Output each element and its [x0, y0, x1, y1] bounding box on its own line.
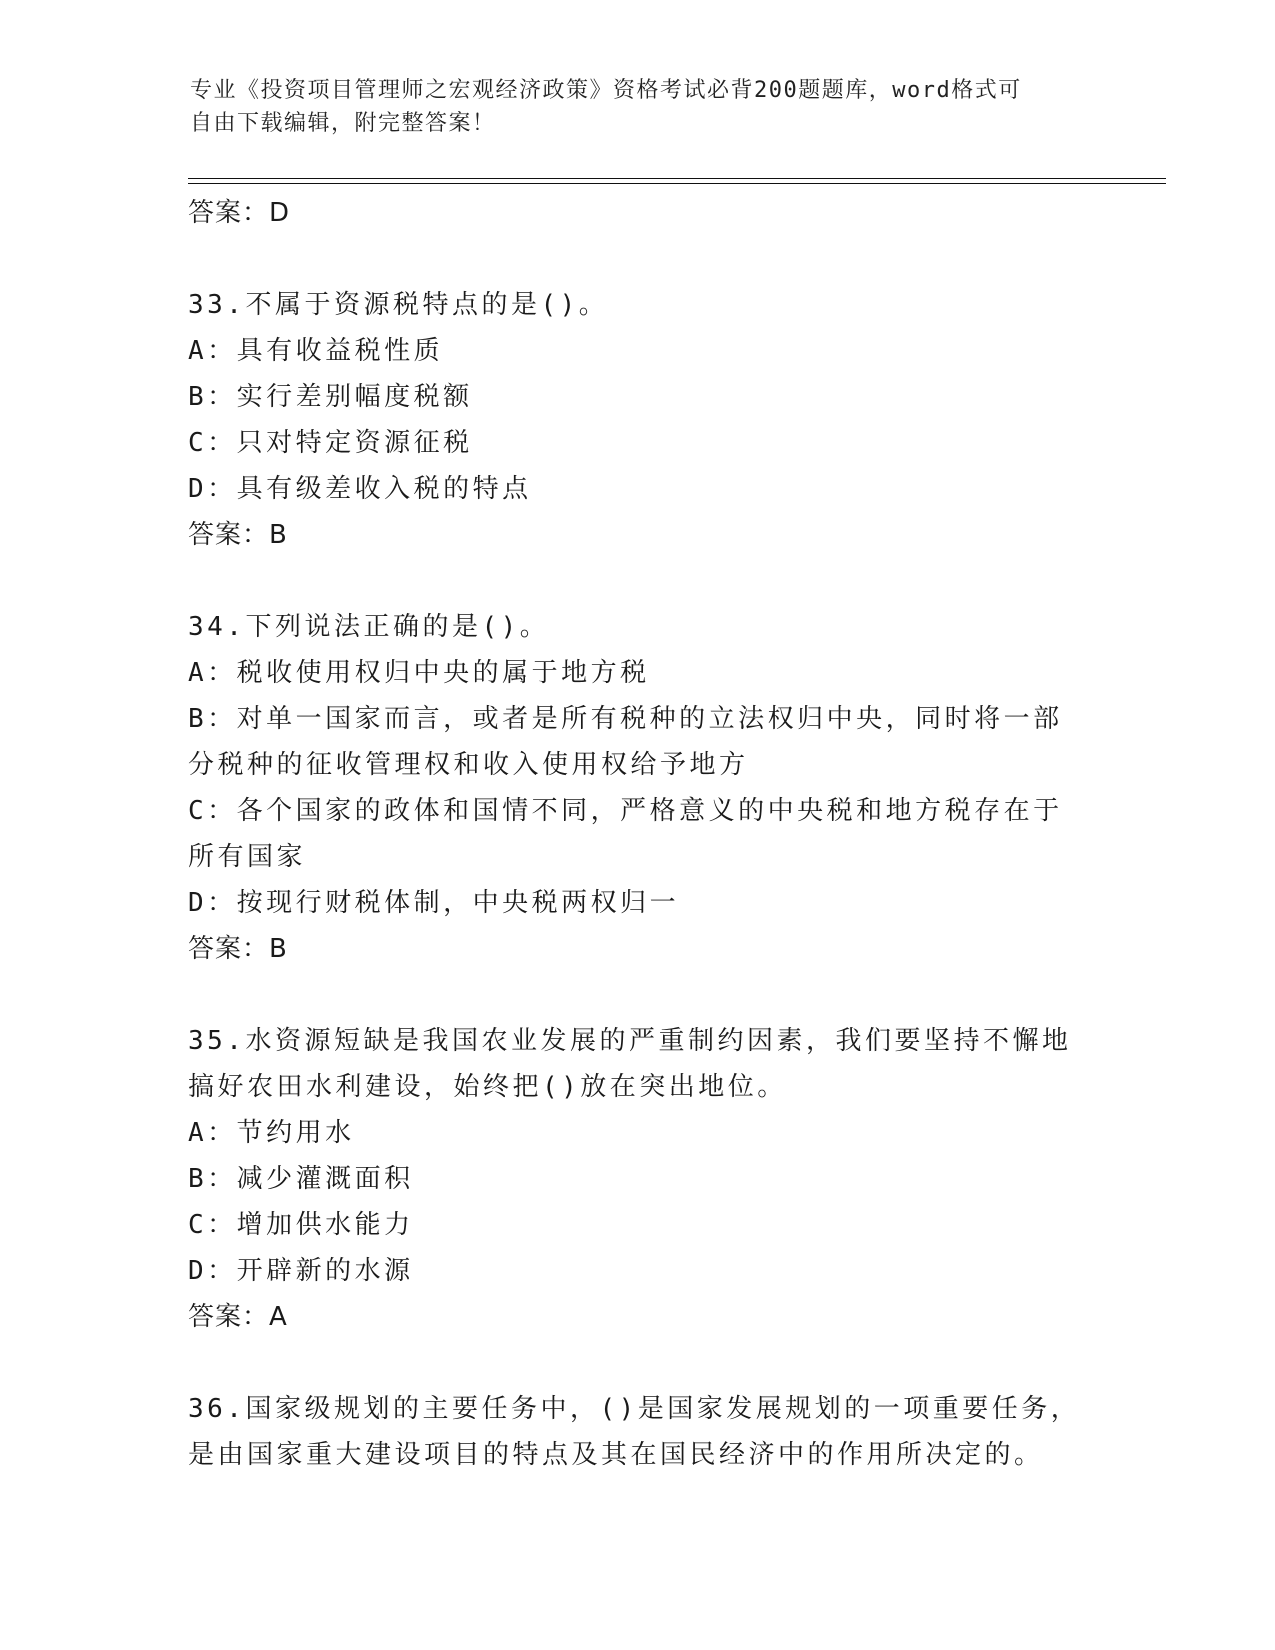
- option-b: B：减少灌溉面积: [188, 1164, 414, 1194]
- option-c: C：增加供水能力: [188, 1210, 414, 1240]
- option-a: A：税收使用权归中央的属于地方税: [188, 658, 650, 688]
- spacer: [188, 972, 1088, 1018]
- option-a: A：具有收益税性质: [188, 336, 444, 366]
- option-b: B：对单一国家而言，或者是所有税种的立法权归中央，同时将一部分税种的征收管理权和收入使用权给予地方: [188, 704, 1063, 780]
- answer: 答案：B: [188, 934, 288, 964]
- question-stem: 34.下列说法正确的是()。: [188, 612, 550, 642]
- option-b: B：实行差别幅度税额: [188, 382, 473, 412]
- question-34: [188, 604, 1088, 972]
- answer: 答案：B: [188, 520, 288, 550]
- option-a: A：节约用水: [188, 1118, 355, 1148]
- header-rule-bottom: [188, 183, 1166, 184]
- question-stem: 36.国家级规划的主要任务中，()是国家发展规划的一项重要任务，是由国家重大建设项目的特点及其在国民经济中的作用所决定的。: [188, 1394, 1081, 1470]
- option-c: C：各个国家的政体和国情不同，严格意义的中央税和地方税存在于所有国家: [188, 796, 1063, 872]
- header-line-1: 专业《投资项目管理师之宏观经济政策》资格考试必背200题题库，word格式可: [190, 78, 1022, 103]
- spacer: [188, 236, 1088, 282]
- question-list: [188, 190, 1088, 1478]
- question-35: [188, 1018, 1088, 1340]
- question-stem: 33.不属于资源税特点的是()。: [188, 290, 609, 320]
- document-header: [190, 74, 1090, 140]
- header-line-2: 自由下载编辑，附完整答案！: [190, 111, 496, 136]
- spacer: [188, 558, 1088, 604]
- option-d: D：按现行财税体制，中央税两权归一: [188, 888, 680, 918]
- question-stem: 35.水资源短缺是我国农业发展的严重制约因素，我们要坚持不懈地搞好农田水利建设，始终把()放在突出地位。: [188, 1026, 1072, 1102]
- answer: 答案：A: [188, 1302, 288, 1332]
- option-d: D：开辟新的水源: [188, 1256, 414, 1286]
- question-33: [188, 282, 1088, 558]
- question-36: [188, 1386, 1088, 1478]
- spacer: [188, 1340, 1088, 1386]
- option-c: C：只对特定资源征税: [188, 428, 473, 458]
- previous-answer: 答案：D: [188, 198, 291, 228]
- header-rule-top: [188, 178, 1166, 179]
- option-d: D：具有级差收入税的特点: [188, 474, 532, 504]
